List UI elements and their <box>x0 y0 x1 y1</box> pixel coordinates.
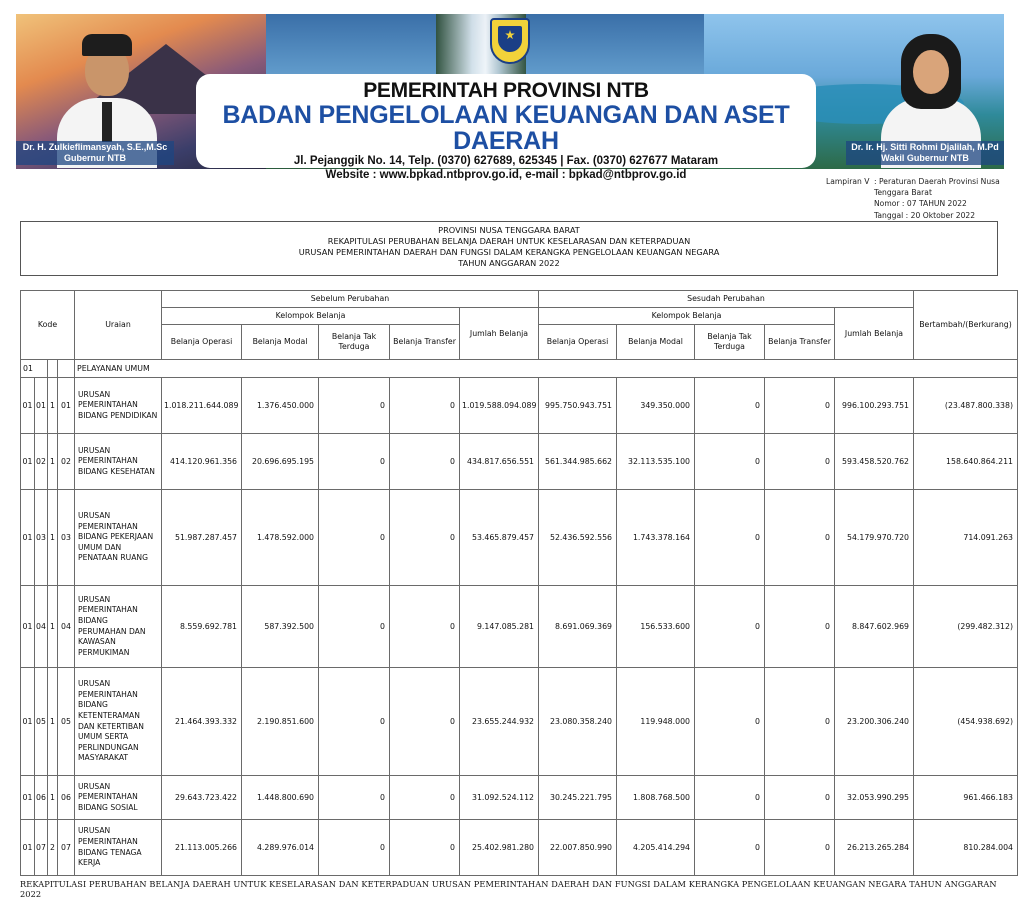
agency-address: Jl. Pejanggik No. 14, Telp. (0370) 627689, 625345 | Fax. (0370) 627677 Mataram <box>293 155 719 167</box>
vice-governor-title: Wakil Gubernur NTB <box>881 153 969 163</box>
cell-modal-before: 2.190.851.600 <box>242 668 319 776</box>
col-header-modal-after: Belanja Modal <box>617 325 695 360</box>
cell-jumlah-before: 23.655.244.932 <box>460 668 539 776</box>
cell-operasi-before: 29.643.723.422 <box>162 776 242 820</box>
row-description: URUSAN PEMERINTAHAN BIDANG TENAGA KERJA <box>75 820 162 876</box>
government-title: PEMERINTAH PROVINSI NTB <box>363 79 649 102</box>
cell-operasi-after: 52.436.592.556 <box>539 490 617 586</box>
governor-name: Dr. H. Zulkieflimansyah, S.E.,M.Sc <box>22 142 168 152</box>
cell-jumlah-after: 8.847.602.969 <box>835 586 914 668</box>
cell-jumlah-after: 996.100.293.751 <box>835 378 914 434</box>
cell-tak-terduga-after: 0 <box>695 776 765 820</box>
cell-operasi-before: 414.120.961.356 <box>162 434 242 490</box>
col-header-jumlah-after: Jumlah Belanja <box>835 308 914 360</box>
row-code-4: 04 <box>58 586 75 668</box>
cell-modal-after: 349.350.000 <box>617 378 695 434</box>
row-code-3: 1 <box>48 586 58 668</box>
vice-governor-caption <box>846 141 1004 165</box>
ntb-emblem-icon <box>490 18 530 64</box>
cell-transfer-before: 0 <box>390 586 460 668</box>
cell-bertambah: (454.938.692) <box>914 668 1018 776</box>
cell-jumlah-before: 434.817.656.551 <box>460 434 539 490</box>
col-header-uraian: Uraian <box>75 291 162 360</box>
col-header-operasi-before: Belanja Operasi <box>162 325 242 360</box>
cell-modal-after: 119.948.000 <box>617 668 695 776</box>
cell-jumlah-after: 593.458.520.762 <box>835 434 914 490</box>
table-row <box>21 378 1018 434</box>
cell-operasi-before: 1.018.211.644.089 <box>162 378 242 434</box>
cell-operasi-before: 21.464.393.332 <box>162 668 242 776</box>
cell-jumlah-after: 23.200.306.240 <box>835 668 914 776</box>
cell-modal-after: 1.808.768.500 <box>617 776 695 820</box>
cell-tak-terduga-before: 0 <box>319 434 390 490</box>
cell-bertambah: 961.466.183 <box>914 776 1018 820</box>
row-code-4: 06 <box>58 776 75 820</box>
row-code-4: 02 <box>58 434 75 490</box>
row-description: URUSAN PEMERINTAHAN BIDANG KESEHATAN <box>75 434 162 490</box>
cell-operasi-after: 23.080.358.240 <box>539 668 617 776</box>
col-header-sesudah: Sesudah Perubahan <box>539 291 914 308</box>
cell-transfer-before: 0 <box>390 378 460 434</box>
cell-tak-terduga-after: 0 <box>695 434 765 490</box>
cell-modal-before: 1.448.800.690 <box>242 776 319 820</box>
row-code-1: 01 <box>21 378 35 434</box>
cell-modal-before: 1.478.592.000 <box>242 490 319 586</box>
cell-tak-terduga-before: 0 <box>319 378 390 434</box>
cell-transfer-after: 0 <box>765 776 835 820</box>
table-row <box>21 820 1018 876</box>
cell-modal-after: 4.205.414.294 <box>617 820 695 876</box>
cell-transfer-after: 0 <box>765 434 835 490</box>
row-code-4: 03 <box>58 490 75 586</box>
agency-website: Website : www.bpkad.ntbprov.go.id, e-mail : bpkad@ntbprov.go.id <box>325 169 687 181</box>
table-row <box>21 776 1018 820</box>
table-row <box>21 586 1018 668</box>
col-header-kode: Kode <box>21 291 75 360</box>
row-code-3: 1 <box>48 776 58 820</box>
appendix-regulation: : Peraturan Daerah Provinsi Nusa <box>874 177 1000 186</box>
cell-transfer-before: 0 <box>390 434 460 490</box>
cell-modal-before: 587.392.500 <box>242 586 319 668</box>
row-code-3: 2 <box>48 820 58 876</box>
cell-transfer-after: 0 <box>765 586 835 668</box>
header-banner <box>16 14 1004 181</box>
heading-year: TAHUN ANGGARAN 2022 <box>458 258 560 268</box>
section-label: PELAYANAN UMUM <box>75 360 1018 378</box>
cell-jumlah-after: 32.053.990.295 <box>835 776 914 820</box>
cell-transfer-before: 0 <box>390 668 460 776</box>
row-code-3: 1 <box>48 434 58 490</box>
cell-modal-before: 4.289.976.014 <box>242 820 319 876</box>
cell-transfer-after: 0 <box>765 490 835 586</box>
appendix-date: Tanggal : 20 Oktober 2022 <box>874 210 976 220</box>
cell-tak-terduga-before: 0 <box>319 668 390 776</box>
cell-jumlah-after: 26.213.265.284 <box>835 820 914 876</box>
cell-jumlah-before: 53.465.879.457 <box>460 490 539 586</box>
col-header-jumlah-before: Jumlah Belanja <box>460 308 539 360</box>
table-row <box>21 668 1018 776</box>
col-header-tak-terduga-after: Belanja Tak Terduga <box>695 325 765 360</box>
budget-table <box>20 290 1018 876</box>
col-header-tak-terduga-before: Belanja Tak Terduga <box>319 325 390 360</box>
cell-transfer-after: 0 <box>765 378 835 434</box>
agency-title-box <box>196 74 816 181</box>
row-description: URUSAN PEMERINTAHAN BIDANG KETENTERAMAN DAN KETERTIBAN UMUM SERTA PERLINDUNGAN MASYARAKAT <box>75 668 162 776</box>
row-code-2: 04 <box>35 586 48 668</box>
row-code-2: 06 <box>35 776 48 820</box>
cell-transfer-before: 0 <box>390 776 460 820</box>
cell-transfer-before: 0 <box>390 820 460 876</box>
cell-operasi-after: 561.344.985.662 <box>539 434 617 490</box>
cell-modal-after: 1.743.378.164 <box>617 490 695 586</box>
table-row <box>21 490 1018 586</box>
cell-jumlah-before: 31.092.524.112 <box>460 776 539 820</box>
cell-tak-terduga-before: 0 <box>319 776 390 820</box>
cell-jumlah-before: 25.402.981.280 <box>460 820 539 876</box>
row-code-2: 07 <box>35 820 48 876</box>
cell-tak-terduga-before: 0 <box>319 586 390 668</box>
row-code-1: 01 <box>21 434 35 490</box>
cell-bertambah: 158.640.864.211 <box>914 434 1018 490</box>
row-description: URUSAN PEMERINTAHAN BIDANG PENDIDIKAN <box>75 378 162 434</box>
row-description: URUSAN PEMERINTAHAN BIDANG PERUMAHAN DAN KAWASAN PERMUKIMAN <box>75 586 162 668</box>
governor-title: Gubernur NTB <box>64 153 126 163</box>
cell-transfer-before: 0 <box>390 490 460 586</box>
document-heading <box>20 221 998 276</box>
appendix-label: Lampiran V <box>826 177 870 186</box>
agency-title: BADAN PENGELOLAAN KEUANGAN DAN ASET DAERAH <box>222 101 790 155</box>
row-code-2: 03 <box>35 490 48 586</box>
cell-tak-terduga-before: 0 <box>319 820 390 876</box>
cell-operasi-after: 8.691.069.369 <box>539 586 617 668</box>
row-code-1: 01 <box>21 776 35 820</box>
col-header-bertambah: Bertambah/(Berkurang) <box>914 291 1018 360</box>
row-description: URUSAN PEMERINTAHAN BIDANG PEKERJAAN UMUM DAN PENATAAN RUANG <box>75 490 162 586</box>
vice-governor-name: Dr. Ir. Hj. Sitti Rohmi Djalilah, M.Pd <box>851 142 999 152</box>
page-footer: REKAPITULASI PERUBAHAN BELANJA DAERAH UNTUK KESELARASAN DAN KETERPADUAN URUSAN PEMERINTAHAN DAERAH DAN FUNGSI DALAM KERANGKA PENGELOLAAN KEUANGAN NEGARA TAHUN ANGGARAN 2022 <box>20 879 997 899</box>
cell-bertambah: (23.487.800.338) <box>914 378 1018 434</box>
row-code-4: 05 <box>58 668 75 776</box>
cell-transfer-after: 0 <box>765 820 835 876</box>
cell-operasi-before: 21.113.005.266 <box>162 820 242 876</box>
cell-tak-terduga-after: 0 <box>695 586 765 668</box>
col-header-modal-before: Belanja Modal <box>242 325 319 360</box>
appendix-number: Nomor : 07 TAHUN 2022 <box>874 199 967 209</box>
governor-caption <box>16 141 174 165</box>
col-header-sebelum: Sebelum Perubahan <box>162 291 539 308</box>
row-code-3: 1 <box>48 668 58 776</box>
col-header-operasi-after: Belanja Operasi <box>539 325 617 360</box>
cell-bertambah: 810.284.004 <box>914 820 1018 876</box>
row-code-1: 01 <box>21 490 35 586</box>
cell-operasi-after: 995.750.943.751 <box>539 378 617 434</box>
table-row <box>21 434 1018 490</box>
col-header-transfer-before: Belanja Transfer <box>390 325 460 360</box>
cell-tak-terduga-after: 0 <box>695 668 765 776</box>
cell-modal-after: 156.533.600 <box>617 586 695 668</box>
row-code-2: 01 <box>35 378 48 434</box>
cell-jumlah-before: 9.147.085.281 <box>460 586 539 668</box>
row-code-2: 05 <box>35 668 48 776</box>
row-code-2: 02 <box>35 434 48 490</box>
cell-modal-before: 1.376.450.000 <box>242 378 319 434</box>
cell-operasi-before: 51.987.287.457 <box>162 490 242 586</box>
section-code: 01 <box>21 360 48 378</box>
heading-scope: URUSAN PEMERINTAHAN DAERAH DAN FUNGSI DALAM KERANGKA PENGELOLAAN KEUANGAN NEGARA <box>298 247 720 257</box>
cell-bertambah: (299.482.312) <box>914 586 1018 668</box>
cell-operasi-before: 8.559.692.781 <box>162 586 242 668</box>
row-code-1: 01 <box>21 820 35 876</box>
heading-recap: REKAPITULASI PERUBAHAN BELANJA DAERAH UNTUK KESELARASAN DAN KETERPADUAN <box>327 236 691 246</box>
cell-tak-terduga-after: 0 <box>695 490 765 586</box>
cell-bertambah: 714.091.263 <box>914 490 1018 586</box>
row-code-1: 01 <box>21 668 35 776</box>
col-header-kelompok-after: Kelompok Belanja <box>539 308 835 325</box>
row-code-3: 1 <box>48 490 58 586</box>
cell-tak-terduga-after: 0 <box>695 378 765 434</box>
row-code-4: 01 <box>58 378 75 434</box>
cell-operasi-after: 22.007.850.990 <box>539 820 617 876</box>
row-description: URUSAN PEMERINTAHAN BIDANG SOSIAL <box>75 776 162 820</box>
row-code-4: 07 <box>58 820 75 876</box>
cell-jumlah-after: 54.179.970.720 <box>835 490 914 586</box>
cell-modal-after: 32.113.535.100 <box>617 434 695 490</box>
row-code-3: 1 <box>48 378 58 434</box>
row-code-1: 01 <box>21 586 35 668</box>
cell-tak-terduga-before: 0 <box>319 490 390 586</box>
col-header-transfer-after: Belanja Transfer <box>765 325 835 360</box>
cell-modal-before: 20.696.695.195 <box>242 434 319 490</box>
cell-jumlah-before: 1.019.588.094.089 <box>460 378 539 434</box>
appendix-note <box>826 176 1014 221</box>
heading-province: PROVINSI NUSA TENGGARA BARAT <box>438 225 580 235</box>
cell-operasi-after: 30.245.221.795 <box>539 776 617 820</box>
col-header-kelompok-before: Kelompok Belanja <box>162 308 460 325</box>
section-row <box>21 360 1018 378</box>
cell-tak-terduga-after: 0 <box>695 820 765 876</box>
cell-transfer-after: 0 <box>765 668 835 776</box>
appendix-regulation-cont: Tenggara Barat <box>874 188 932 198</box>
